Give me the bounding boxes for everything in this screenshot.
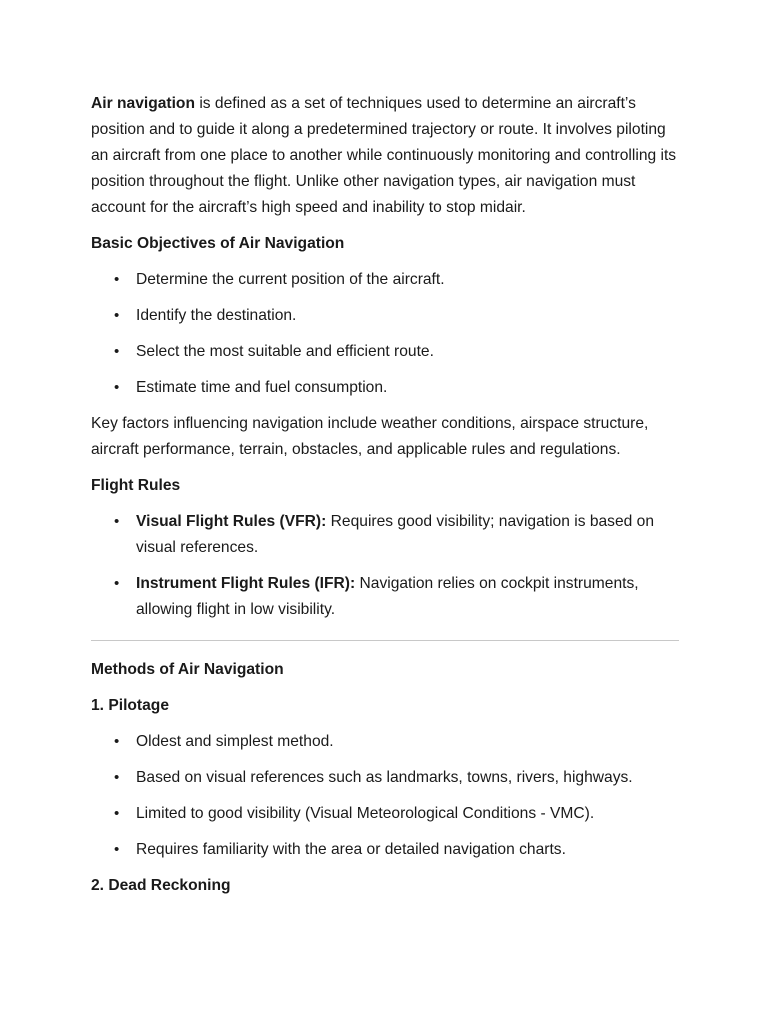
flight-rules-heading: Flight Rules — [91, 477, 181, 494]
list-item — [91, 509, 681, 561]
bullet-icon: • — [114, 805, 120, 822]
list-item-text: Oldest and simplest method. — [136, 733, 334, 750]
bullet-icon: • — [114, 575, 120, 592]
list-item — [91, 267, 681, 293]
vfr-text: Requires good visibility; navigation is based on visual references. — [136, 513, 654, 556]
bullet-icon: • — [114, 271, 120, 288]
list-item-text: Based on visual references such as landmarks, towns, rivers, highways. — [136, 769, 633, 786]
pilotage-list — [91, 729, 681, 863]
list-item — [91, 375, 681, 401]
list-item — [91, 571, 681, 623]
list-item — [91, 801, 681, 827]
objectives-list — [91, 267, 681, 401]
ifr-term: Instrument Flight Rules (IFR): — [136, 575, 356, 592]
bullet-icon: • — [114, 343, 120, 360]
dead-reckoning-heading: 2. Dead Reckoning — [91, 877, 231, 894]
objectives-heading: Basic Objectives of Air Navigation — [91, 235, 345, 252]
bullet-icon: • — [114, 379, 120, 396]
list-item-text: Limited to good visibility (Visual Meteorological Conditions - VMC). — [136, 805, 595, 822]
list-item-text: Estimate time and fuel consumption. — [136, 379, 388, 396]
intro-term: Air navigation — [91, 95, 195, 112]
list-item-text: Identify the destination. — [136, 307, 297, 324]
bullet-icon: • — [114, 307, 120, 324]
list-item — [91, 729, 681, 755]
list-item — [91, 303, 681, 329]
list-item — [91, 339, 681, 365]
bullet-icon: • — [114, 769, 120, 786]
ifr-text: Navigation relies on cockpit instruments, allowing flight in low visibility. — [136, 575, 639, 618]
list-item — [91, 837, 681, 863]
list-item-text: Determine the current position of the aircraft. — [136, 271, 445, 288]
list-item-text: Requires familiarity with the area or detailed navigation charts. — [136, 841, 566, 858]
intro-text: is defined as a set of techniques used to determine an aircraft’s position and to guide it along a predetermined trajectory or route. It involves piloting an aircraft from one place to another while continuously monitoring and controlling its position throughout the flight. Unlike other navigation types, air navigation must account for the aircraft’s high speed and inability to stop midair. — [91, 95, 677, 216]
intro-paragraph — [91, 91, 681, 221]
section-divider — [91, 640, 679, 641]
factors-paragraph: Key factors influencing navigation include weather conditions, airspace structure, aircraft performance, terrain, obstacles, and applicable rules and regulations. — [91, 415, 649, 458]
list-item — [91, 765, 681, 791]
document-content — [91, 91, 681, 909]
pilotage-heading: 1. Pilotage — [91, 697, 169, 714]
bullet-icon: • — [114, 513, 120, 530]
flight-rules-list — [91, 509, 681, 623]
list-item-text: Select the most suitable and efficient route. — [136, 343, 434, 360]
bullet-icon: • — [114, 841, 120, 858]
vfr-term: Visual Flight Rules (VFR): — [136, 513, 327, 530]
methods-heading: Methods of Air Navigation — [91, 661, 284, 678]
bullet-icon: • — [114, 733, 120, 750]
